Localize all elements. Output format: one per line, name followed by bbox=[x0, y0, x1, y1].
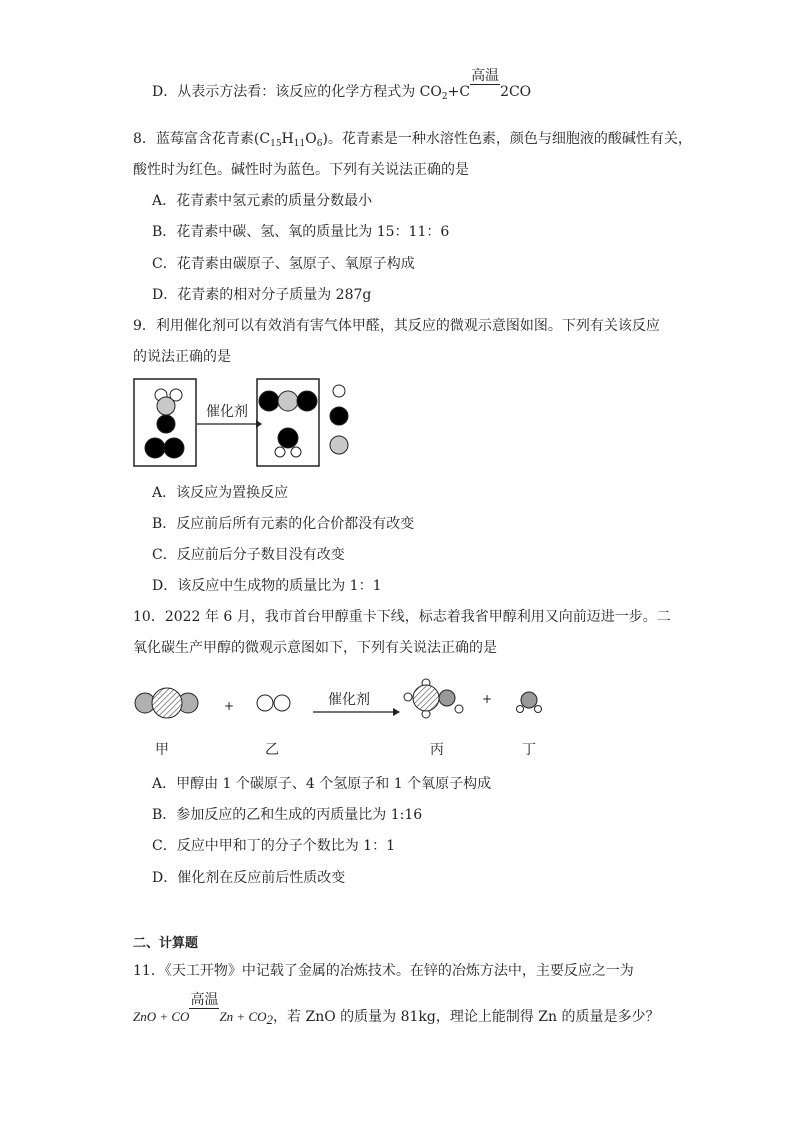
q7-plus: +C bbox=[447, 84, 471, 100]
section-title: 二、计算题 bbox=[133, 936, 199, 951]
q10-option-c: C．反应中甲和丁的分子个数比为 1：1 bbox=[152, 838, 395, 854]
q8-stem-b: )。花青素是一种水溶性色素，颜色与细胞液的酸碱性有关， bbox=[322, 131, 692, 147]
q9-arrow-label: 催化剂 bbox=[206, 404, 248, 420]
q10-reaction-diagram bbox=[125, 670, 565, 762]
q8-stem-a: 8．蓝莓富含花青素(C bbox=[133, 131, 271, 147]
q11-eq-sub: 2 bbox=[266, 1012, 274, 1027]
q9-stem-line2: 的说法正确的是 bbox=[133, 349, 231, 365]
q9-legend-hydrogen-icon bbox=[333, 385, 345, 397]
q8-sub-h: 11 bbox=[293, 139, 306, 149]
q9-water-molecule bbox=[275, 428, 301, 457]
q9-option-b: B．反应前后所有元素的化合价都没有改变 bbox=[152, 516, 415, 532]
q8-sub-c: 15 bbox=[270, 139, 282, 149]
q9-option-a: A．该反应为置换反应 bbox=[152, 485, 289, 501]
q9-stem-line1: 9．利用催化剂可以有效消有害气体甲醛，其反应的微观示意图如图。下列有关该反应 bbox=[133, 318, 660, 334]
q10-label-jia: 甲 bbox=[155, 742, 169, 758]
q11-rest: ，若 ZnO 的质量为 81kg，理论上能制得 Zn 的质量是多少？ bbox=[273, 1009, 660, 1025]
q10-plus-1: + bbox=[223, 699, 235, 713]
q10-water-molecule bbox=[517, 692, 542, 713]
q10-option-d: D．催化剂在反应前后性质改变 bbox=[152, 870, 346, 886]
q9-co2-molecule bbox=[259, 391, 317, 411]
q11-stem-line1: 11．《天工开物》中记载了金属的冶炼技术。在锌的冶炼方法中，主要反应之一为 bbox=[133, 963, 634, 979]
q8-option-d: D．花青素的相对分子质量为 287g bbox=[152, 287, 372, 303]
q11-condition: 高温 bbox=[190, 992, 219, 1008]
q9-oxygen-molecule bbox=[145, 438, 184, 458]
q10-arrow-head bbox=[393, 708, 400, 716]
q8-h: H bbox=[281, 131, 294, 147]
q10-stem-line2: 氧化碳生产甲醇的微观示意图如下，下列有关说法正确的是 bbox=[133, 640, 497, 656]
q10-label-yi: 乙 bbox=[265, 742, 279, 758]
q8-option-a: A．花青素中氢元素的质量分数最小 bbox=[152, 193, 373, 209]
q9-legend-carbon-icon bbox=[330, 436, 348, 454]
q9-formaldehyde-molecule bbox=[155, 389, 182, 433]
q10-stem-line1: 10．2022 年 6 月，我市首台甲醇重卡下线，标志着我省甲醇利用又向前迈进一步。二 bbox=[133, 609, 671, 625]
q10-methanol-molecule bbox=[404, 679, 463, 718]
q10-option-b: B．参加反应的乙和生成的丙质量比为 1:16 bbox=[152, 807, 423, 823]
q11-condition-arrow bbox=[189, 992, 219, 1026]
q10-co2-molecule bbox=[135, 688, 198, 718]
q9-reaction-diagram bbox=[130, 376, 410, 470]
q9-legend bbox=[330, 385, 348, 454]
q7-condition: 高温 bbox=[471, 68, 500, 84]
q10-plus-2: + bbox=[481, 692, 493, 706]
q9-option-c: C．反应前后分子数目没有改变 bbox=[152, 547, 345, 563]
q8-o: O bbox=[305, 131, 317, 147]
q9-option-d: D．该反应中生成物的质量比为 1：1 bbox=[152, 578, 382, 594]
q8-stem-line1 bbox=[133, 130, 692, 153]
q7-option-d bbox=[152, 68, 532, 106]
q8-option-b: B．花青素中碳、氢、氧的质量比为 15：11：6 bbox=[152, 224, 450, 240]
q10-label-ding: 丁 bbox=[522, 742, 536, 758]
q10-label-bing: 丙 bbox=[430, 742, 444, 758]
q11-equation-line bbox=[133, 992, 660, 1029]
q10-arrow-label: 催化剂 bbox=[328, 692, 370, 708]
q7-product: 2CO bbox=[500, 84, 532, 100]
q9-legend-oxygen-icon bbox=[330, 407, 348, 425]
q8-stem-line2: 酸性时为红色。碱性时为蓝色。下列有关说法正确的是 bbox=[133, 162, 469, 178]
q8-option-c: C．花青素由碳原子、氢原子、氧原子构成 bbox=[152, 256, 415, 272]
q7-option-d-text: D．从表示方法看：该反应的化学方程式为 CO bbox=[152, 84, 442, 100]
q7-sub: 2 bbox=[441, 92, 448, 102]
q7-condition-arrow bbox=[470, 68, 500, 101]
q10-option-a: A．甲醇由 1 个碳原子、4 个氢原子和 1 个氧原子构成 bbox=[152, 776, 492, 792]
q11-eq-left: ZnO + CO bbox=[133, 1009, 190, 1024]
q10-h2-molecule bbox=[257, 695, 290, 711]
q11-eq-right: Zn + CO bbox=[219, 1009, 267, 1024]
q8-sub-o: 6 bbox=[316, 139, 323, 149]
